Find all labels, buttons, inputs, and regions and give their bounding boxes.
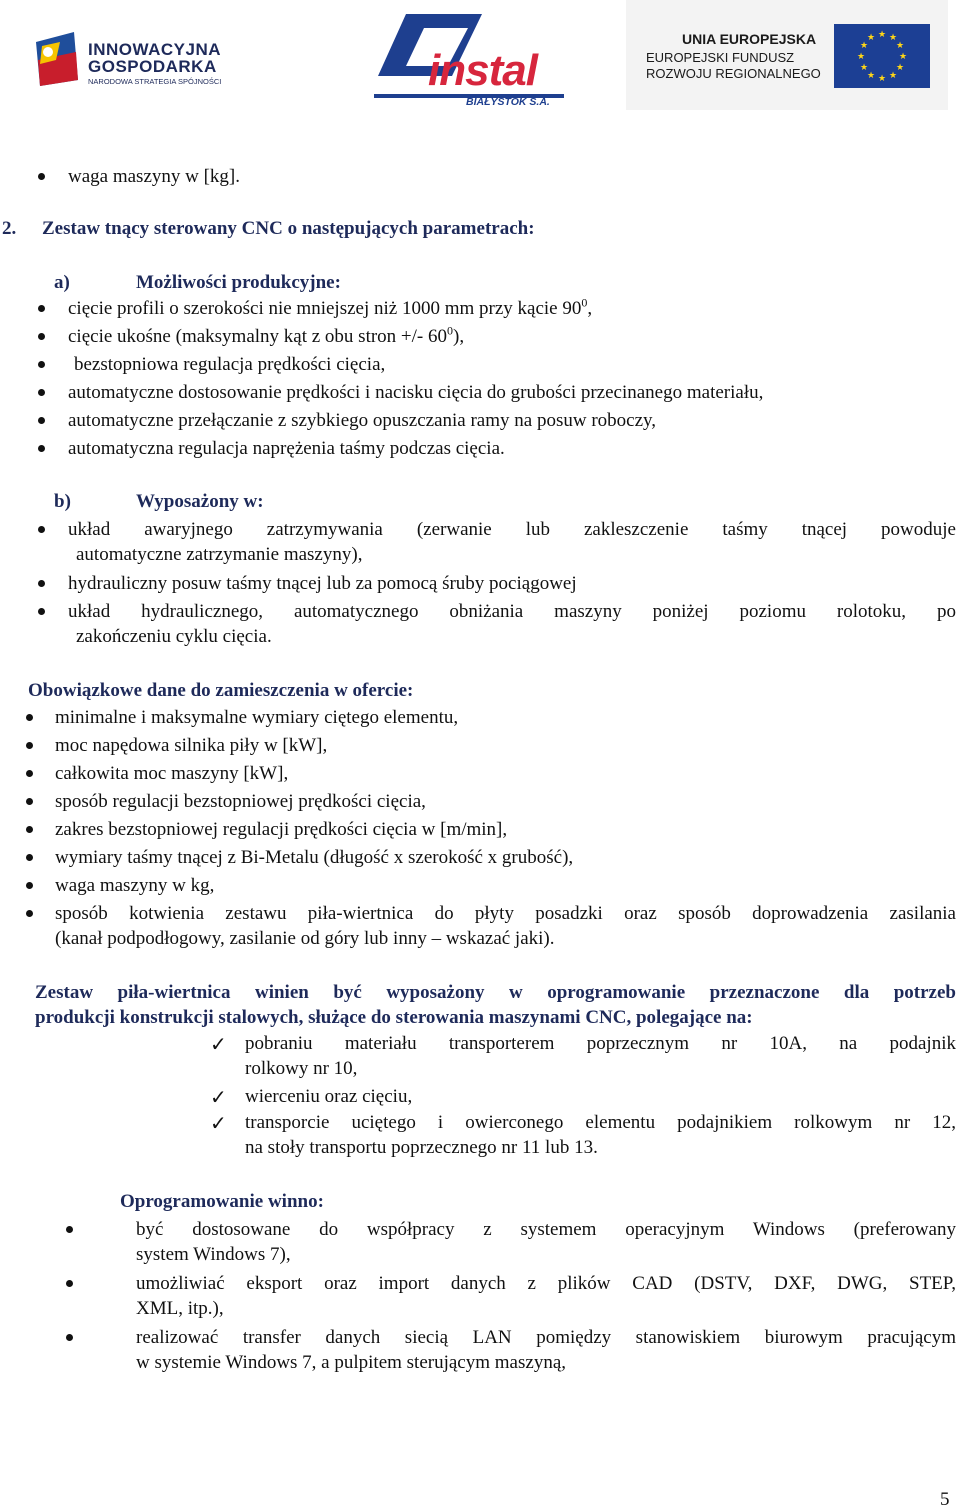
a-item4: automatyczne dostosowanie prędkości i nacisku cięcia do grubości przecinanego materiału, xyxy=(68,382,764,403)
svg-text:★: ★ xyxy=(896,63,905,73)
software-intro-line2: produkcji konstrukcji stalowych, służące do sterowania maszynami CNC, polegające na: xyxy=(35,1007,753,1028)
svg-text:★: ★ xyxy=(899,52,908,62)
a-item5: automatyczne przełączanie z szybkiego opuszczania ramy na posuw roboczy, xyxy=(68,410,657,431)
software-item1-line1: być dostosowane do współpracy z systemem operacyjnym Windows (preferowany xyxy=(136,1219,956,1240)
obligatory-title: Obowiązkowe dane do zamieszczenia w ofercie: xyxy=(28,680,414,701)
bullet xyxy=(38,608,45,615)
logo-right-line1: UNIA EUROPEJSKA xyxy=(682,31,817,47)
logo-center-name: instal xyxy=(428,46,537,95)
svg-text:★: ★ xyxy=(878,30,887,40)
logo-left-line1: INNOWACYJNA xyxy=(88,40,222,59)
a-item1: cięcie profili o szerokości nie mniejszej niż 1000 mm przy kącie $90^0$, xyxy=(68,295,593,319)
a-item3: bezstopniowa regulacja prędkości cięcia, xyxy=(74,354,386,375)
software-item1-line2: system Windows 7), xyxy=(136,1244,291,1265)
bullet xyxy=(26,910,33,917)
a-title: Możliwości produkcyjne: xyxy=(136,272,341,293)
logo-innowacyjna-gospodarka xyxy=(34,28,249,90)
obligatory-item: waga maszyny w kg, xyxy=(55,875,215,896)
b-label: b) xyxy=(54,491,71,512)
logo-center-sub: BIAŁYSTOK S.A. xyxy=(466,96,550,108)
software-item3-line1: realizować transfer danych siecią LAN pomiędzy stanowiskiem biurowym pracującym xyxy=(136,1327,956,1348)
section2-number: 2. xyxy=(2,218,17,239)
software-item2-line2: XML, itp.), xyxy=(136,1298,224,1319)
bullet xyxy=(26,826,33,833)
software-item3-line2: w systemie Windows 7, a pulpitem sterującym maszyną, xyxy=(136,1352,566,1373)
bullet xyxy=(38,417,45,424)
bullet xyxy=(38,361,45,368)
bullet xyxy=(26,854,33,861)
obligatory-item: moc napędowa silnika piły w [kW], xyxy=(55,735,328,756)
logo-instal xyxy=(372,10,572,108)
checkmark-icon: ✓ xyxy=(210,1032,227,1056)
bullet xyxy=(38,173,45,180)
bullet xyxy=(26,742,33,749)
obligatory-last-line2: (kanał podpodłogowy, zasilanie od góry lub inny – wskazać jaki). xyxy=(55,928,555,949)
obligatory-item: sposób regulacji bezstopniowej prędkości cięcia, xyxy=(55,791,426,812)
a-label: a) xyxy=(54,272,70,293)
obligatory-item: zakres bezstopniowej regulacji prędkości cięcia w [m/min], xyxy=(55,819,508,840)
b-item1-line1: układ awaryjnego zatrzymywania (zerwanie lub zakleszczenie taśmy tnącej powoduje xyxy=(68,519,956,540)
b-item3-line1: układ hydraulicznego, automatycznego obniżania maszyny poniżej poziomu rolotoku, po xyxy=(68,601,956,622)
obligatory-last-line1: sposób kotwienia zestawu piła-wiertnica do płyty posadzki oraz sposób doprowadzenia zasilania xyxy=(55,903,956,924)
bullet xyxy=(38,580,45,587)
check1-line1: pobraniu materiału transporterem poprzecznym nr 10A, na podajnik xyxy=(245,1033,956,1054)
section2-title: Zestaw tnący sterowany CNC o następujących parametrach: xyxy=(42,218,535,239)
software-item2-line1: umożliwiać eksport oraz import danych z plików CAD (DSTV, DXF, DWG, STEP, xyxy=(136,1273,956,1294)
software-title: Oprogramowanie winno: xyxy=(120,1191,324,1212)
software-intro-line1: Zestaw piła-wiertnica winien być wyposażony w oprogramowanie przeznaczone dla potrzeb xyxy=(35,982,956,1003)
svg-text:★: ★ xyxy=(889,33,898,43)
checkmark-icon: ✓ xyxy=(210,1111,227,1135)
b-title: Wyposażony w: xyxy=(136,491,264,512)
svg-text:★: ★ xyxy=(860,63,869,73)
bullet xyxy=(66,1334,73,1341)
logo-right-line2: EUROPEJSKI FUNDUSZ xyxy=(646,50,795,65)
svg-text:★: ★ xyxy=(857,52,866,62)
bullet xyxy=(26,798,33,805)
a-item2: cięcie ukośne (maksymalny kąt z obu stron +/- $60^0$), xyxy=(68,323,465,347)
svg-text:★: ★ xyxy=(860,41,869,51)
obligatory-item: wymiary taśmy tnącej z Bi-Metalu (długość x szerokość x grubość), xyxy=(55,847,574,868)
bullet xyxy=(38,333,45,340)
bullet xyxy=(26,770,33,777)
a-item6: automatyczna regulacja naprężenia taśmy podczas cięcia. xyxy=(68,438,505,459)
check3-line1: transporcie uciętego i owierconego elementu podajnikiem rolkowym nr 12, xyxy=(245,1112,956,1133)
check3-line2: na stoły transportu poprzecznego nr 11 lub 13. xyxy=(245,1137,598,1158)
bullet xyxy=(26,882,33,889)
bullet xyxy=(26,714,33,721)
checkmark-icon: ✓ xyxy=(210,1085,227,1109)
logo-right-line3: ROZWOJU REGIONALNEGO xyxy=(646,66,821,81)
innowacyjna-flag-icon xyxy=(34,30,80,88)
b-item3-line2: zakończeniu cyklu cięcia. xyxy=(76,626,272,647)
logo-unia-europejska xyxy=(626,0,948,110)
eu-flag-icon xyxy=(834,24,930,88)
svg-text:★: ★ xyxy=(867,33,876,43)
bullet xyxy=(66,1226,73,1233)
bullet xyxy=(38,526,45,533)
svg-text:★: ★ xyxy=(889,71,898,81)
svg-text:★: ★ xyxy=(896,41,905,51)
b-item1-line2: automatyczne zatrzymanie maszyny), xyxy=(76,544,363,565)
logo-left-line3: NARODOWA STRATEGIA SPÓJNOŚCI xyxy=(88,77,222,86)
b-item2: hydrauliczny posuw taśmy tnącej lub za pomocą śruby pociągowej xyxy=(68,573,577,594)
bullet xyxy=(38,445,45,452)
bullet xyxy=(38,389,45,396)
logo-left-line2: GOSPODARKA xyxy=(88,57,217,76)
check2: wierceniu oraz cięciu, xyxy=(245,1086,413,1107)
svg-text:★: ★ xyxy=(878,74,887,84)
bullet xyxy=(38,305,45,312)
check1-line2: rolkowy nr 10, xyxy=(245,1058,358,1079)
svg-text:★: ★ xyxy=(867,71,876,81)
page-number: 5 xyxy=(940,1489,950,1510)
obligatory-item: całkowita moc maszyny [kW], xyxy=(55,763,289,784)
intro-bullet-text: waga maszyny w [kg]. xyxy=(68,166,241,187)
obligatory-item: minimalne i maksymalne wymiary ciętego elementu, xyxy=(55,707,459,728)
bullet xyxy=(66,1280,73,1287)
